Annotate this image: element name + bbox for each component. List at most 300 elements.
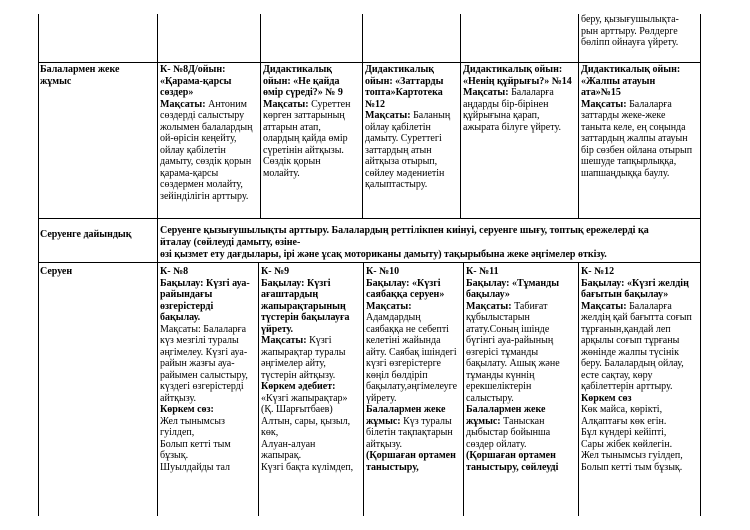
cell-line-text: Табиғат [511,300,548,312]
table-border-row3-top [38,262,701,263]
cell-line-text: салыстыру. [466,392,514,404]
cell-line [581,110,699,122]
cell-line [581,335,699,347]
table-border-col2 [260,14,261,218]
cell-line [581,381,699,393]
cell-line-text: заттардың атын [365,144,432,156]
cell-line-text: Алтын, сары, қызыл, [261,415,351,427]
cell-line-text: зейінділігін арттыру. [160,190,249,202]
cell-line [581,122,699,134]
cell-line-text: Таныскан [500,415,545,427]
cell-line [366,404,462,416]
cell-line-text: түстерін айтқызу. [261,369,336,381]
cell-line [261,450,362,462]
cell-line [581,87,699,99]
cell-line-text: Күзгі бақта күлімдеп, [261,461,354,473]
cell-line [261,289,362,301]
cell-line [466,358,577,370]
cell-line-text: (Қ. Шарғытбаев) [261,404,333,415]
cell-line [466,324,577,336]
cell-line-text: бұзық. [160,450,189,461]
cell-line-text: гуілдеп, [160,427,195,438]
cell-line [581,312,699,324]
cell-line [466,266,577,278]
cell-line-text: күзгі өзгерістерге [366,358,441,369]
cell-line-text: беру. Балалардың ойлау, [581,358,684,369]
cell-line-text: Алуан-алуан [261,438,316,450]
table-border-col2b [258,262,259,516]
cell-line-bold-text: Мақсаты: [366,300,412,312]
cell-line-bold-text: жұмыс: [466,415,501,427]
cell-line [366,462,462,474]
cell-line-text: Сары жібек көйлегін. [581,438,673,450]
cell-line-text: айту. Саябақ ішіндегі [366,346,457,358]
cell-line [261,404,362,416]
cell-line-text: сөздерді салыстыру [160,110,245,121]
cell-line-text: «Күзгі жапырақтар» [261,392,348,404]
cell-line [366,381,462,393]
cell-line-text: тұманды күннің [466,369,535,381]
cell-line-text: дыбыстар бойынша [466,427,551,438]
cell-line-text: таныта келе, ең соңында [581,121,686,133]
cell-line-bold-text: райындағы [160,289,213,300]
cell-line-text: қалыптастыру. [365,179,428,190]
cell-line-text: Күз туралы [400,415,452,427]
cell-line [160,439,257,451]
cell-line [366,393,462,405]
cell-line-text: ойлау қабілетін [160,144,226,156]
cell-line [581,462,699,474]
cell-line [160,179,259,191]
cell-line-text: Шуылдайды тал [160,461,230,473]
cell-line-text: Адамдардың [366,312,421,323]
cell-line [581,278,699,290]
cell-line [261,324,362,336]
cell-line-bold-text: Бақылау: «Тұманды [466,277,560,289]
cell-line-text: райын жазғы ауа- [160,358,235,369]
cell-line-bold-text: Дидактикалық ойын: [463,64,563,75]
cell-line: бөліпп ойнауға үйрету. [581,37,679,48]
cell-line [263,64,361,76]
cell-line-text: Болып кетті тым [160,438,231,450]
cell-line-bold-text: Дидактикалық [365,64,435,75]
cell-line [160,133,259,145]
cell-line [261,462,362,474]
cell-line-text: бақылату. Ашық және [466,358,560,369]
cell-line-text: шапшаңдыққа баулу. [581,167,670,179]
cell-line [160,266,257,278]
cell-line [263,122,361,134]
cell-line-text: Күзгі [306,335,332,346]
cell-line [365,133,459,145]
cell-line [263,168,361,180]
walk-preparation-line-2: йталау (сөйлеуді дамыту, өзіне- [160,237,301,248]
cell-line [365,110,459,122]
cell-line-text: саябаққа не себепті [366,323,449,335]
cell-line [366,427,462,439]
cell-line [581,427,699,439]
row-label-walk: Серуен [40,266,73,277]
cell-line [160,145,259,157]
cell-line-bold-text: ағаштардың [261,289,319,300]
cell-line [160,76,259,88]
cell-line [261,381,362,393]
cell-line [581,450,699,462]
cell-line-bold-text: топта»Картотека [365,87,443,98]
cell-line-bold-text: Бақылау: Күзгі [261,277,331,289]
cell-line [463,122,578,134]
cell-line [466,301,577,313]
cell-line-text: құбылыстарын [466,312,530,323]
cell-line [365,156,459,168]
cell-line-text: желдің қай бағытта соғып [581,312,692,323]
cell-line-bold-text: ойын: «Не қайда [263,75,340,87]
cell-line-text: жапырақ. [261,450,302,461]
cell-line-text: ой-өрісін кеңейту, [160,133,237,144]
cell-line [463,76,578,88]
cell-line-text: сөздер ойлату. [466,438,527,450]
cell-line [160,122,259,134]
cell-line-bold-text: бақылау. [160,312,201,323]
cell-line [263,110,361,122]
cell-line [581,99,699,111]
cell-line-bold-text: К- №11 [466,266,499,277]
cell-line-text: дамыту, сөздік қорын [160,156,252,167]
cell-line-text: ойлау қабілетін [365,121,431,133]
cell-line-bold-text: К- №12 [581,266,615,277]
row3-col2-cell [261,266,362,473]
cell-line [581,145,699,157]
row3-col5-cell [581,266,699,473]
cell-line [160,450,257,462]
cell-line-text: Баланың [410,110,451,121]
cell-line [366,289,462,301]
cell-line [160,370,257,382]
cell-line [160,416,257,428]
cell-line-text: жөнінде жалпы түсінік [581,346,679,358]
cell-line-text: Жел тынымсыз [160,415,225,427]
cell-line-text: сөздермен молайту, [160,179,243,190]
cell-line-bold-text: Дидактикалық [263,64,333,75]
cell-line [261,358,362,370]
cell-line-text: Балаларға [626,98,672,110]
cell-line [581,168,699,180]
cell-line [160,156,259,168]
cell-line-text: әңгімелер айту, [261,358,326,369]
cell-line-text: көңіл бөлдіріп [366,369,428,381]
cell-line-text: бір сөзбен ойлана отырып [581,144,693,156]
cell-line [466,427,577,439]
cell-line-bold-text: «Қарама-қарсы [160,75,232,87]
row1-col5-cell [581,64,699,179]
cell-line-text: үйрету. [366,392,397,404]
cell-line-bold-text: сөздер» [160,87,194,98]
cell-line [365,99,459,111]
cell-line [366,416,462,428]
cell-line [581,370,699,382]
cell-line [160,278,257,290]
cell-line-bold-text: Бақылау: «Күзгі желдің [581,277,689,289]
cell-line-bold-text: Бақылау: Күзгі ауа- [160,277,250,289]
cell-line-text: райымен салыстыру, [160,369,248,381]
row1-col3-cell [365,64,459,191]
cell-line-text: атату.Соның ішінде [466,323,550,335]
cell-line-text: қабілеттерін арттыру. [581,381,673,392]
cell-line-text: құйрығына қарап, [463,110,540,121]
cell-line-text: бақылату,әңгімелеуге [366,381,458,392]
cell-line-bold-text: Мақсаты: [263,98,309,110]
cell-line-text: Көк майса, көрікті, [581,404,663,415]
cell-line [261,416,362,428]
cell-line-text: Антоним [205,98,247,110]
cell-line-text: сөйлеу мәдениетін [365,167,445,179]
cell-line [160,404,257,416]
row1-col1-cell [160,64,259,202]
cell-line [466,439,577,451]
cell-line [160,381,257,393]
cell-line-bold-text: Көркем әдебиет: [261,381,336,392]
table-border-right [700,14,701,516]
cell-line [261,427,362,439]
cell-line-text: Алқаптағы көк егін. [581,415,667,427]
table-border-col4b [463,262,464,516]
cell-line [463,64,578,76]
cell-line-bold-text: Көркем сөз [581,392,632,404]
row3-col4-cell [466,266,577,473]
cell-line-text: заттардың жалпы атауын [581,133,688,144]
cell-line [581,347,699,359]
cell-line-bold-text: Мақсаты: [365,110,411,121]
table-border-col5 [578,14,579,218]
cell-line [263,133,361,145]
cell-line-text: айтқызу. [160,392,196,404]
cell-line-bold-text: Көркем сөз: [160,404,214,415]
cell-line [160,393,257,405]
cell-line-bold-text: Мақсаты: [261,335,307,346]
cell-line [366,358,462,370]
cell-line [160,335,257,347]
cell-line-text: өзгерісі тұманды [466,346,539,358]
cell-line-bold-text: К- №10 [366,266,400,277]
cell-line-text: Бұл күндері кейіпті, [581,427,667,438]
cell-line-text: аттарын атап, [263,121,321,133]
cell-line: рын арттыру. Рөлдерге [581,25,678,37]
cell-line [581,156,699,168]
cell-line-text: есте сақтау, көру [581,369,653,381]
cell-line [466,416,577,428]
cell-line-bold-text: таныстыру, [366,461,419,473]
cell-line [466,347,577,359]
cell-line-text: жолымен балалардың [160,121,253,133]
cell-line-text: күздегі өзгерістерді [160,381,244,392]
cell-line-text: шешуде тапқырлыққа, [581,156,677,167]
table-border-row1-top [38,62,701,63]
cell-line [365,122,459,134]
cell-line: Балалармен жеке [40,64,120,75]
cell-line [261,278,362,290]
cell-line [366,278,462,290]
cell-line [261,370,362,382]
table-border-left [38,14,39,516]
cell-line [581,266,699,278]
cell-line-text: жапырақтар туралы [261,346,346,358]
cell-line [581,324,699,336]
cell-line-text: көрген заттарының [263,110,345,121]
cell-line [160,191,259,203]
cell-line-text: заттарды жеке-жеке [581,110,666,121]
cell-line [160,168,259,180]
cell-line [261,312,362,324]
cell-line [466,312,577,324]
row3-col1-cell [160,266,257,473]
cell-line [365,64,459,76]
table-border-col4 [460,14,461,218]
cell-line-bold-text: таныстыру, сөйлеуді [466,461,559,473]
cell-line-text: Сөздік қорын [263,156,321,167]
cell-line-bold-text: Дидактикалық ойын: [581,64,681,75]
cell-line [466,450,577,462]
cell-line [160,64,259,76]
row-label-individual-work [40,64,155,87]
cell-line [466,393,577,405]
cell-line-bold-text: №12 [365,98,386,110]
cell-line-text: білетін тақпақтарын [366,427,453,438]
row1-col2-cell [263,64,361,179]
cell-line-text: көк, [261,427,279,438]
cell-line-bold-text: Мақсаты: [160,98,206,110]
cell-line-text: Мақсаты: Балаларға [160,323,247,335]
cell-line [263,99,361,111]
cell-line-bold-text: жапырақтарының [261,300,346,312]
cell-line-bold-text: ата»№15 [581,87,621,98]
walk-preparation-line-3: өзі қызмет ету дағдылары, ірі және ұсақ моториканы дамыту) тақырыбына жеке әңгімелер өткізу. [160,249,607,260]
cell-line-text: сүретінін айтқызы. [263,144,344,156]
cell-line [365,76,459,88]
cell-line [466,335,577,347]
cell-line-bold-text: түстерін бақылауға [261,312,350,323]
cell-line-bold-text: (Қоршаған ортамен [366,450,456,461]
cell-line [365,168,459,180]
table-border-col5b [578,262,579,516]
cell-line [581,76,699,88]
cell-line [261,393,362,405]
table-border-col3 [362,14,363,218]
row1-col4-cell [463,64,578,133]
cell-line-bold-text: ойын: «Заттарды [365,75,444,87]
cell-line [366,266,462,278]
cell-line-bold-text: Балалармен жеке [466,404,546,415]
cell-line-bold-text: К- №9 [261,266,290,277]
cell-line [466,381,577,393]
cell-line [160,301,257,313]
cell-line [160,289,257,301]
cell-line-bold-text: өмір сүреді?» № 9 [263,87,343,98]
cell-line [581,289,699,301]
cell-line-text: әңгімелеу. Күзгі ауа- [160,346,248,358]
cell-line [365,87,459,99]
row0-col5-cell [581,14,699,49]
cell-line-bold-text: Бақылау: «Күзгі [366,277,441,289]
cell-line-text: айтқызу. [366,438,402,450]
cell-line-text: Балаларға [508,87,554,98]
cell-line [160,99,259,111]
cell-line-bold-text: «Жалпы атауын [581,75,656,87]
cell-line [466,278,577,290]
cell-line-bold-text: саябаққа серуен» [366,289,445,300]
cell-line [366,301,462,313]
cell-line [466,370,577,382]
cell-line [263,76,361,88]
cell-line-bold-text: «Ненің құйрығы?» №14 [463,75,572,87]
cell-line [160,347,257,359]
cell-line [466,289,577,301]
cell-line-text: Болып кетті тым бұзық. [581,461,683,473]
cell-line [261,439,362,451]
cell-line [263,87,361,99]
cell-line: жұмыс [40,75,72,87]
cell-line-text: Суреттен [308,98,351,110]
cell-line [581,404,699,416]
cell-line-bold-text: Мақсаты: [466,300,512,312]
cell-line-text: арқылы соғып тұрғаны [581,335,680,346]
cell-line [581,64,699,76]
cell-line-text: бүгінгі ауа-райының [466,335,554,346]
cell-line [261,266,362,278]
cell-line [463,110,578,122]
cell-line [160,324,257,336]
cell-line [366,347,462,359]
cell-line [366,312,462,324]
cell-line-bold-text: Мақсаты: [581,300,627,312]
cell-line-text: молайту. [263,167,300,179]
row-label-walk-preparation: Серуенге дайындық [40,229,132,240]
cell-line [463,99,578,111]
cell-line-text: келетіні жайында [366,335,441,346]
cell-line [261,301,362,313]
cell-line [366,370,462,382]
cell-line-text: Жел тынымсыз гуілдеп, [581,450,683,461]
cell-line-text: қарама-қарсы [160,167,219,179]
cell-line [581,358,699,370]
cell-line [160,87,259,99]
cell-line-text: Балаларға [626,300,672,312]
table-border-col3b [363,262,364,516]
cell-line [261,347,362,359]
walk-preparation-line-1: Серуенге қызығушылықты арттыру. Балалардың реттілікпен киінуі, серуенге шығу, топтық ережелерді қа [160,225,649,236]
cell-line-text: тұрғанын,қандай леп [581,323,671,335]
cell-line [366,324,462,336]
cell-line [581,416,699,428]
cell-line-bold-text: Мақсаты: [581,98,627,110]
cell-line [466,404,577,416]
cell-line [160,358,257,370]
cell-line [263,156,361,168]
cell-line [581,439,699,451]
cell-line [160,462,257,474]
cell-line [261,335,362,347]
cell-line-text: күз мезгілі туралы [160,335,239,346]
cell-line [365,179,459,191]
cell-line-text: ажырата білуге үйрету. [463,121,561,133]
row3-col3-cell [366,266,462,473]
table-border-col1 [157,14,158,516]
cell-line [366,450,462,462]
cell-line-text: аңдарды бір-бірінен [463,98,549,110]
cell-line [581,393,699,405]
cell-line: беру, қызығушылықта- [581,14,679,25]
cell-line [463,87,578,99]
cell-line [365,145,459,157]
